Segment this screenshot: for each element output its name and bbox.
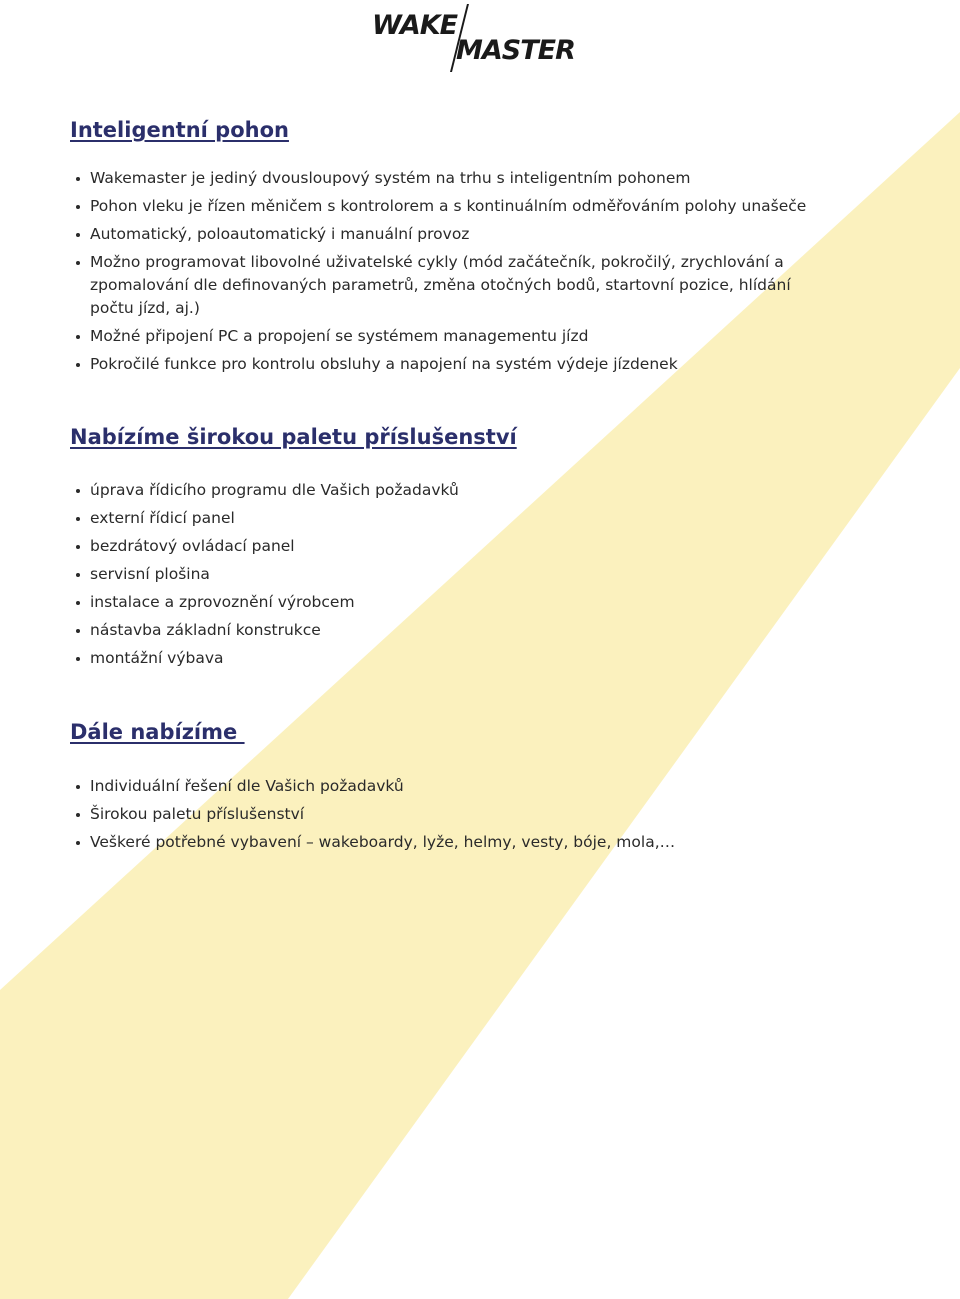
list-item: Wakemaster je jediný dvousloupový systém na trhu s inteligentním pohonem [70, 167, 830, 190]
list-item: servisní plošina [70, 563, 459, 586]
list-item: instalace a zprovoznění výrobcem [70, 591, 459, 614]
wakemaster-logo [370, 4, 590, 70]
list-item: montážní výbava [70, 647, 459, 670]
list-item: Možné připojení PC a propojení se systémem managementu jízd [70, 325, 830, 348]
accessories-list [70, 479, 459, 675]
intelligent-drive-list [70, 167, 830, 381]
list-item: Pohon vleku je řízen měničem s kontrolorem a s kontinuálním odměřováním polohy unašeče [70, 195, 830, 218]
logo-text-wake: WAKE [372, 10, 458, 41]
list-item: nástavba základní konstrukce [70, 619, 459, 642]
section-title-intelligent-drive: Inteligentní pohon [70, 118, 289, 142]
list-item: Širokou paletu příslušenství [70, 803, 675, 826]
list-item: Možno programovat libovolné uživatelské cykly (mód začátečník, pokročilý, zrychlování a zpomalování dle definovaných parametrů, změna otočných bodů, startovní pozice, hlídání počtu jízd, aj.) [70, 251, 830, 320]
list-item: úprava řídicího programu dle Vašich požadavků [70, 479, 459, 502]
logo-text-master: MASTER [456, 35, 575, 66]
list-item: externí řídicí panel [70, 507, 459, 530]
further-offers-list [70, 775, 675, 859]
section-title-further-offers: Dále nabízíme [70, 720, 245, 744]
list-item: bezdrátový ovládací panel [70, 535, 459, 558]
list-item: Individuální řešení dle Vašich požadavků [70, 775, 675, 798]
section-title-accessories: Nabízíme širokou paletu příslušenství [70, 425, 517, 449]
list-item: Pokročilé funkce pro kontrolu obsluhy a napojení na systém výdeje jízdenek [70, 353, 830, 376]
list-item: Veškeré potřebné vybavení – wakeboardy, lyže, helmy, vesty, bóje, mola,… [70, 831, 675, 854]
list-item: Automatický, poloautomatický i manuální provoz [70, 223, 830, 246]
